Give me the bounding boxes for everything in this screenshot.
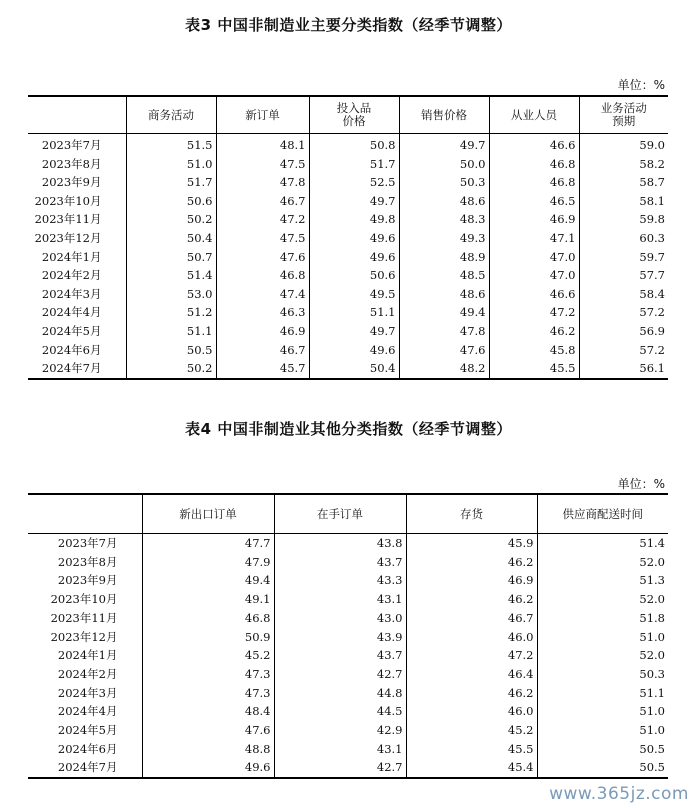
table3-cell: 45.5 [489, 359, 579, 379]
table4-cell: 47.3 [142, 665, 274, 684]
table3-cell: 48.5 [399, 266, 489, 285]
table3-cell: 51.4 [126, 266, 216, 285]
table4-cell: 43.7 [274, 553, 406, 572]
table4-cell: 49.4 [142, 571, 274, 590]
table3-cell: 50.7 [126, 248, 216, 267]
table3-row [28, 173, 668, 192]
table4-row-label: 2023年7月 [57, 536, 118, 550]
table3-cell: 47.0 [489, 248, 579, 267]
table3-cell: 56.1 [579, 359, 668, 379]
table3-unit: 单位：% [617, 78, 665, 92]
table3-header-cell: 销售价格 [399, 96, 489, 134]
table4-cell: 51.8 [537, 609, 668, 628]
table4-cell: 42.7 [274, 758, 406, 778]
table4-cell: 43.7 [274, 646, 406, 665]
table4-header-row [28, 494, 668, 534]
table4-title: 表4 中国非制造业其他分类指数（经季节调整） [185, 420, 512, 438]
table3-cell: 51.7 [309, 155, 399, 174]
table3-row-label: 2023年10月 [34, 193, 102, 208]
table4-cell: 45.9 [406, 534, 537, 553]
table3-row-label: 2024年5月 [41, 323, 102, 338]
table3-cell: 47.8 [216, 173, 309, 192]
table3-cell: 49.8 [309, 210, 399, 229]
table3-cell: 51.0 [126, 155, 216, 174]
table4-header-cell: 新出口订单 [142, 494, 274, 534]
table3-cell: 51.5 [126, 134, 216, 155]
table4-row [28, 758, 668, 778]
table3-row-label: 2024年1月 [41, 249, 102, 264]
table4-header-cell: 供应商配送时间 [537, 494, 668, 534]
table4-cell: 52.0 [537, 590, 668, 609]
table3-cell: 51.2 [126, 303, 216, 322]
table3-cell: 49.6 [309, 341, 399, 360]
table3-cell: 50.4 [126, 229, 216, 248]
table3-cell: 46.8 [489, 155, 579, 174]
table4-cell: 43.0 [274, 609, 406, 628]
table3-row [28, 322, 668, 341]
table3-header-cell: 投入品 价格 [309, 96, 399, 134]
table4-cell: 50.3 [537, 665, 668, 684]
table3-row-label: 2024年7月 [41, 361, 102, 376]
table4-cell: 47.6 [142, 721, 274, 740]
table4-cell: 44.5 [274, 702, 406, 721]
table3-cell: 50.2 [126, 359, 216, 379]
table3-cell: 59.7 [579, 248, 668, 267]
table4-row-label: 2024年4月 [57, 704, 118, 719]
table4-cell: 50.9 [142, 628, 274, 647]
table3-cell: 56.9 [579, 322, 668, 341]
table4-row-label: 2023年8月 [57, 554, 118, 569]
table4-cell: 52.0 [537, 646, 668, 665]
table3-cell: 50.8 [309, 134, 399, 155]
table4-cell: 43.3 [274, 571, 406, 590]
table3-cell: 60.3 [579, 229, 668, 248]
table3-cell: 48.2 [399, 359, 489, 379]
table3-cell: 57.2 [579, 341, 668, 360]
table3-row [28, 303, 668, 322]
table3-cell: 49.5 [309, 285, 399, 304]
table4-cell: 43.9 [274, 628, 406, 647]
table4-row-label: 2024年2月 [57, 666, 118, 681]
table3-cell: 58.1 [579, 192, 668, 211]
table3-cell: 59.8 [579, 210, 668, 229]
table3-cell: 46.6 [489, 134, 579, 155]
table4-row-label: 2023年10月 [50, 592, 118, 607]
table3-cell: 49.6 [309, 248, 399, 267]
table3-cell: 47.8 [399, 322, 489, 341]
table3-cell: 50.2 [126, 210, 216, 229]
table3-cell: 48.6 [399, 192, 489, 211]
table4-row-label: 2024年7月 [57, 760, 118, 775]
table3-cell: 48.9 [399, 248, 489, 267]
table3-cell: 45.7 [216, 359, 309, 379]
table3-cell: 58.4 [579, 285, 668, 304]
table3-row-label: 2024年3月 [41, 286, 102, 301]
table4-row [28, 740, 668, 759]
table4-cell: 45.4 [406, 758, 537, 778]
table4-row [28, 628, 668, 647]
table3-cell: 52.5 [309, 173, 399, 192]
table4-cell: 43.1 [274, 740, 406, 759]
table3-cell: 51.1 [126, 322, 216, 341]
table4-row-label: 2024年3月 [57, 685, 118, 700]
table3-row [28, 285, 668, 304]
table4-row-label: 2024年6月 [57, 741, 118, 756]
table3-cell: 51.7 [126, 173, 216, 192]
table3-row-label: 2024年6月 [41, 342, 102, 357]
table4-cell: 46.9 [406, 571, 537, 590]
table3-cell: 49.7 [309, 322, 399, 341]
table4-row-label: 2023年9月 [57, 573, 118, 588]
table4-cell: 42.9 [274, 721, 406, 740]
table3-cell: 46.8 [216, 266, 309, 285]
table3-row-label: 2023年7月 [41, 138, 102, 152]
table4-cell: 51.0 [537, 702, 668, 721]
table4-header-cell: 存货 [406, 494, 537, 534]
table4-row [28, 571, 668, 590]
table3-row [28, 359, 668, 379]
table4-cell: 51.1 [537, 684, 668, 703]
table4-cell: 47.9 [142, 553, 274, 572]
table4-row [28, 646, 668, 665]
table3-row-label: 2023年12月 [34, 230, 102, 245]
table4-cell: 51.4 [537, 534, 668, 553]
table4 [28, 493, 668, 779]
table3-cell: 46.9 [489, 210, 579, 229]
table3-cell: 58.7 [579, 173, 668, 192]
table4-row [28, 702, 668, 721]
table4-cell: 49.6 [142, 758, 274, 778]
table3-cell: 47.2 [216, 210, 309, 229]
table3-cell: 46.8 [489, 173, 579, 192]
table4-row [28, 665, 668, 684]
table3-title: 表3 中国非制造业主要分类指数（经季节调整） [185, 16, 512, 34]
table4-row [28, 684, 668, 703]
table4-cell: 46.4 [406, 665, 537, 684]
table4-cell: 47.2 [406, 646, 537, 665]
table3-row-label: 2023年11月 [34, 212, 102, 227]
table3-cell: 59.0 [579, 134, 668, 155]
table3-cell: 49.7 [309, 192, 399, 211]
table3-cell: 50.0 [399, 155, 489, 174]
table4-cell: 46.2 [406, 590, 537, 609]
table3-cell: 46.5 [489, 192, 579, 211]
table4-cell: 51.3 [537, 571, 668, 590]
table3-cell: 46.7 [216, 341, 309, 360]
table3-cell: 46.2 [489, 322, 579, 341]
table3-cell: 46.6 [489, 285, 579, 304]
table4-unit: 单位：% [617, 477, 665, 491]
table4-cell: 47.7 [142, 534, 274, 553]
table3-cell: 53.0 [126, 285, 216, 304]
table4-cell: 46.2 [406, 684, 537, 703]
table3-cell: 48.1 [216, 134, 309, 155]
table3-header-cell: 从业人员 [489, 96, 579, 134]
table4-row-label: 2024年5月 [57, 723, 118, 738]
table4-cell: 45.2 [142, 646, 274, 665]
table3-cell: 47.5 [216, 229, 309, 248]
table3-row [28, 341, 668, 360]
table4-row [28, 534, 668, 553]
table4-cell: 46.0 [406, 628, 537, 647]
table4-cell: 52.0 [537, 553, 668, 572]
table4-cell: 49.1 [142, 590, 274, 609]
table3-cell: 49.6 [309, 229, 399, 248]
table3-row [28, 210, 668, 229]
table3-header-cell [28, 96, 126, 134]
table3-cell: 45.8 [489, 341, 579, 360]
table4-cell: 48.8 [142, 740, 274, 759]
table3-cell: 47.4 [216, 285, 309, 304]
table3-cell: 47.6 [216, 248, 309, 267]
table3-row [28, 134, 668, 155]
table3-cell: 50.4 [309, 359, 399, 379]
table3-cell: 46.7 [216, 192, 309, 211]
table3-cell: 46.9 [216, 322, 309, 341]
table3-cell: 57.2 [579, 303, 668, 322]
table3-row [28, 192, 668, 211]
table4-cell: 50.5 [537, 740, 668, 759]
table3-cell: 47.6 [399, 341, 489, 360]
table3-row-label: 2024年2月 [41, 268, 102, 283]
table4-cell: 45.5 [406, 740, 537, 759]
table4-row [28, 721, 668, 740]
table3-row [28, 155, 668, 174]
table3-cell: 50.3 [399, 173, 489, 192]
table3-cell: 50.6 [126, 192, 216, 211]
table4-row [28, 553, 668, 572]
table4-row-label: 2023年12月 [50, 629, 118, 644]
table4-cell: 48.4 [142, 702, 274, 721]
table3-header-cell: 新订单 [216, 96, 309, 134]
table3-cell: 50.6 [309, 266, 399, 285]
table3-cell: 47.1 [489, 229, 579, 248]
table4-cell: 51.0 [537, 628, 668, 647]
table3-cell: 47.2 [489, 303, 579, 322]
table4-cell: 43.8 [274, 534, 406, 553]
table3-row [28, 229, 668, 248]
table4-cell: 45.2 [406, 721, 537, 740]
table3-cell: 48.6 [399, 285, 489, 304]
table3-header-cell: 业务活动 预期 [579, 96, 668, 134]
table3-cell: 49.7 [399, 134, 489, 155]
table4-cell: 42.7 [274, 665, 406, 684]
table4-header-cell: 在手订单 [274, 494, 406, 534]
table4-row [28, 609, 668, 628]
table4-cell: 47.3 [142, 684, 274, 703]
table3-header-cell: 商务活动 [126, 96, 216, 134]
table4-cell: 46.0 [406, 702, 537, 721]
table3-cell: 49.3 [399, 229, 489, 248]
table3-row-label: 2023年9月 [41, 175, 102, 190]
table4-row [28, 590, 668, 609]
table4-cell: 50.5 [537, 758, 668, 778]
table3-cell: 49.4 [399, 303, 489, 322]
table4-cell: 44.8 [274, 684, 406, 703]
table3-row-label: 2023年8月 [41, 156, 102, 171]
table4-header-cell [28, 494, 142, 534]
table3-cell: 50.5 [126, 341, 216, 360]
table4-cell: 46.7 [406, 609, 537, 628]
table4-cell: 46.8 [142, 609, 274, 628]
table3-row-label: 2024年4月 [41, 305, 102, 320]
table4-cell: 43.1 [274, 590, 406, 609]
table3-cell: 51.1 [309, 303, 399, 322]
table4-cell: 51.0 [537, 721, 668, 740]
table3 [28, 95, 668, 380]
table3-cell: 57.7 [579, 266, 668, 285]
table3-cell: 46.3 [216, 303, 309, 322]
table3-row [28, 266, 668, 285]
watermark: www.365jz.com [549, 784, 689, 804]
table4-cell: 46.2 [406, 553, 537, 572]
table3-cell: 58.2 [579, 155, 668, 174]
table3-header-row [28, 96, 668, 134]
table4-row-label: 2023年11月 [50, 610, 118, 625]
table3-cell: 48.3 [399, 210, 489, 229]
table3-cell: 47.0 [489, 266, 579, 285]
table3-row [28, 248, 668, 267]
table3-cell: 47.5 [216, 155, 309, 174]
table4-row-label: 2024年1月 [57, 648, 118, 663]
